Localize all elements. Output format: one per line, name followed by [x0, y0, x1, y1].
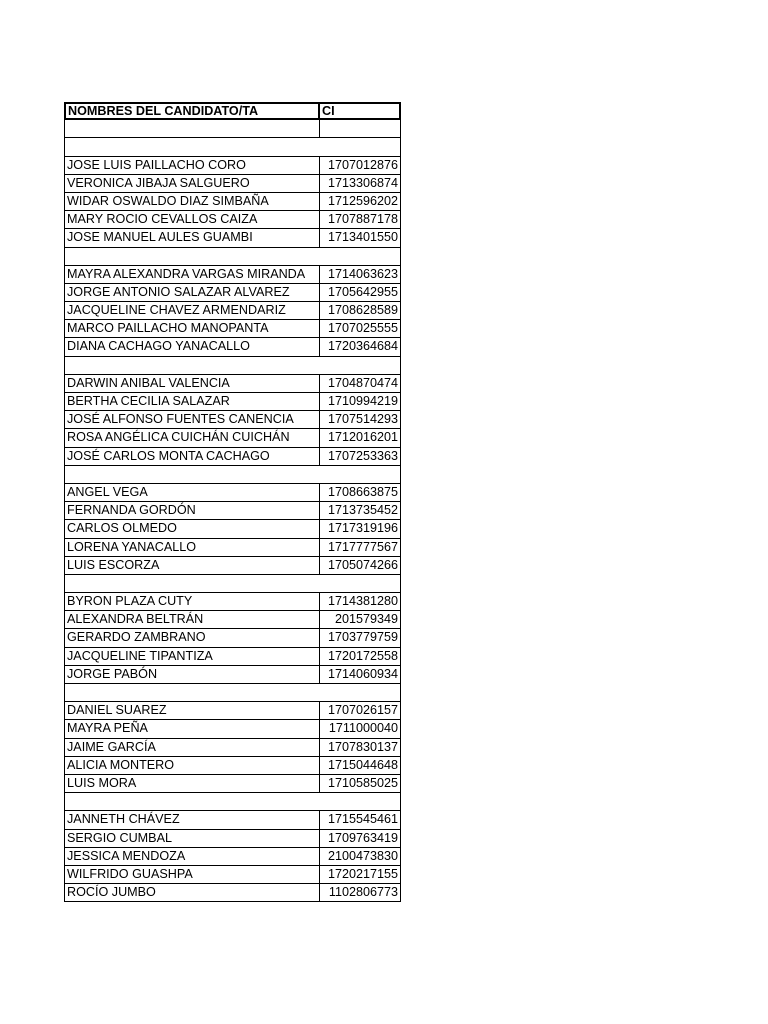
candidate-name-cell: JOSÉ CARLOS MONTA CACHAGO: [64, 448, 320, 466]
candidate-name-cell: ALEXANDRA BELTRÁN: [64, 611, 320, 629]
candidate-name-cell: JAIME GARCÍA: [64, 739, 320, 757]
table-row: [64, 775, 401, 793]
candidate-name-cell: JANNETH CHÁVEZ: [64, 811, 320, 829]
table-row: [64, 157, 401, 175]
candidate-ci-cell: 1720172558: [320, 648, 401, 666]
table-row: [64, 811, 401, 829]
table-row: [64, 557, 401, 575]
table-row: [64, 229, 401, 247]
table-row: [64, 884, 401, 902]
table-row: [64, 520, 401, 538]
candidate-name-cell: VERONICA JIBAJA SALGUERO: [64, 175, 320, 193]
candidate-name-cell: ALICIA MONTERO: [64, 757, 320, 775]
group-separator: [64, 357, 401, 375]
candidate-name-cell: WIDAR OSWALDO DIAZ SIMBAÑA: [64, 193, 320, 211]
table-row: [64, 848, 401, 866]
candidate-name-cell: JOSÉ ALFONSO FUENTES CANENCIA: [64, 411, 320, 429]
candidate-ci-cell: 1711000040: [320, 720, 401, 738]
table-row: [64, 375, 401, 393]
candidate-ci-cell: 1707253363: [320, 448, 401, 466]
candidate-name-cell: JACQUELINE CHAVEZ ARMENDARIZ: [64, 302, 320, 320]
blank-row: [64, 120, 401, 138]
table-row: [64, 338, 401, 356]
table-row: [64, 593, 401, 611]
table-row: [64, 484, 401, 502]
candidates-table: [64, 102, 401, 902]
candidate-name-cell: BERTHA CECILIA SALAZAR: [64, 393, 320, 411]
candidate-ci-cell: 1712596202: [320, 193, 401, 211]
candidate-ci-cell: 1708663875: [320, 484, 401, 502]
candidate-ci-cell: 1714381280: [320, 593, 401, 611]
group-separator: [64, 575, 401, 593]
table-row: [64, 720, 401, 738]
candidate-name-cell: LORENA YANACALLO: [64, 539, 320, 557]
candidate-name-cell: JESSICA MENDOZA: [64, 848, 320, 866]
blank-name-cell: [64, 120, 320, 138]
candidate-name-cell: MAYRA PEÑA: [64, 720, 320, 738]
group-separator: [64, 684, 401, 702]
header-ci-cell: CI: [320, 102, 401, 120]
candidate-ci-cell: 201579349: [320, 611, 401, 629]
candidate-name-cell: LUIS ESCORZA: [64, 557, 320, 575]
candidate-groups: [64, 138, 401, 902]
candidate-ci-cell: 1707830137: [320, 739, 401, 757]
candidate-ci-cell: 1707514293: [320, 411, 401, 429]
group-separator: [64, 793, 401, 811]
candidate-ci-cell: 1714060934: [320, 666, 401, 684]
candidate-name-cell: ANGEL VEGA: [64, 484, 320, 502]
candidate-ci-cell: 1707887178: [320, 211, 401, 229]
table-row: [64, 393, 401, 411]
candidate-ci-cell: 1102806773: [320, 884, 401, 902]
candidate-name-cell: SERGIO CUMBAL: [64, 830, 320, 848]
candidate-ci-cell: 1704870474: [320, 375, 401, 393]
candidate-ci-cell: 1709763419: [320, 830, 401, 848]
candidate-ci-cell: 1720217155: [320, 866, 401, 884]
candidate-name-cell: JOSE MANUEL AULES GUAMBI: [64, 229, 320, 247]
table-row: [64, 175, 401, 193]
table-header-row: [64, 102, 401, 120]
candidate-ci-cell: 1713306874: [320, 175, 401, 193]
table-row: [64, 866, 401, 884]
candidate-ci-cell: 1714063623: [320, 266, 401, 284]
table-row: [64, 539, 401, 557]
table-row: [64, 429, 401, 447]
candidate-ci-cell: 1707012876: [320, 157, 401, 175]
candidate-ci-cell: 1710994219: [320, 393, 401, 411]
group-separator: [64, 466, 401, 484]
table-row: [64, 284, 401, 302]
candidate-name-cell: MARY ROCIO CEVALLOS CAIZA: [64, 211, 320, 229]
table-row: [64, 211, 401, 229]
table-row: [64, 702, 401, 720]
table-row: [64, 611, 401, 629]
candidate-ci-cell: 1710585025: [320, 775, 401, 793]
candidate-ci-cell: 1715545461: [320, 811, 401, 829]
table-row: [64, 302, 401, 320]
candidate-ci-cell: 1713735452: [320, 502, 401, 520]
candidate-name-cell: ROSA ANGÉLICA CUICHÁN CUICHÁN: [64, 429, 320, 447]
candidate-name-cell: JORGE ANTONIO SALAZAR ALVAREZ: [64, 284, 320, 302]
candidate-name-cell: FERNANDA GORDÓN: [64, 502, 320, 520]
candidate-ci-cell: 1715044648: [320, 757, 401, 775]
table-row: [64, 411, 401, 429]
candidate-name-cell: BYRON PLAZA CUTY: [64, 593, 320, 611]
candidate-name-cell: DIANA CACHAGO YANACALLO: [64, 338, 320, 356]
table-row: [64, 448, 401, 466]
candidate-name-cell: MAYRA ALEXANDRA VARGAS MIRANDA: [64, 266, 320, 284]
table-row: [64, 666, 401, 684]
candidate-name-cell: LUIS MORA: [64, 775, 320, 793]
candidate-ci-cell: 1720364684: [320, 338, 401, 356]
candidate-ci-cell: 1705642955: [320, 284, 401, 302]
candidate-name-cell: JOSE LUIS PAILLACHO CORO: [64, 157, 320, 175]
table-row: [64, 629, 401, 647]
candidate-name-cell: ROCÍO JUMBO: [64, 884, 320, 902]
table-row: [64, 757, 401, 775]
candidate-ci-cell: 1707026157: [320, 702, 401, 720]
table-row: [64, 266, 401, 284]
candidate-ci-cell: 1708628589: [320, 302, 401, 320]
candidate-name-cell: DANIEL SUAREZ: [64, 702, 320, 720]
group-separator: [64, 138, 401, 156]
candidate-ci-cell: 1717777567: [320, 539, 401, 557]
blank-ci-cell: [320, 120, 401, 138]
candidate-ci-cell: 1705074266: [320, 557, 401, 575]
table-row: [64, 193, 401, 211]
candidate-name-cell: CARLOS OLMEDO: [64, 520, 320, 538]
candidate-name-cell: GERARDO ZAMBRANO: [64, 629, 320, 647]
candidate-ci-cell: 1703779759: [320, 629, 401, 647]
header-name-cell: NOMBRES DEL CANDIDATO/TA: [64, 102, 320, 120]
candidate-ci-cell: 1717319196: [320, 520, 401, 538]
candidate-name-cell: WILFRIDO GUASHPA: [64, 866, 320, 884]
table-row: [64, 320, 401, 338]
candidate-name-cell: JORGE PABÓN: [64, 666, 320, 684]
candidate-name-cell: MARCO PAILLACHO MANOPANTA: [64, 320, 320, 338]
table-row: [64, 648, 401, 666]
table-row: [64, 830, 401, 848]
candidate-name-cell: DARWIN ANIBAL VALENCIA: [64, 375, 320, 393]
candidate-name-cell: JACQUELINE TIPANTIZA: [64, 648, 320, 666]
candidate-ci-cell: 1712016201: [320, 429, 401, 447]
table-row: [64, 502, 401, 520]
group-separator: [64, 248, 401, 266]
table-row: [64, 739, 401, 757]
candidate-ci-cell: 1713401550: [320, 229, 401, 247]
candidate-ci-cell: 2100473830: [320, 848, 401, 866]
candidate-ci-cell: 1707025555: [320, 320, 401, 338]
